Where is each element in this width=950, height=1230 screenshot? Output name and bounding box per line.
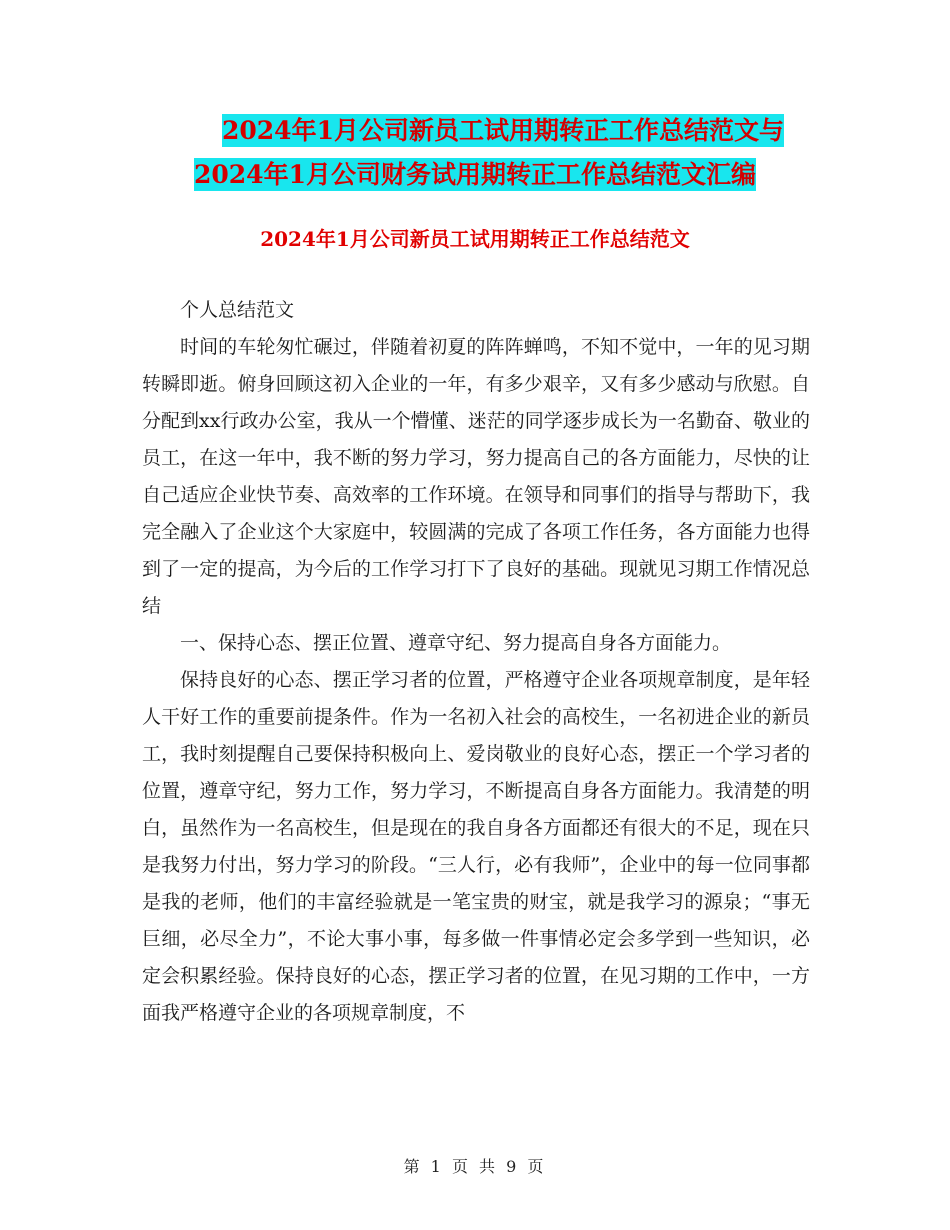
body-text (142, 292, 810, 1032)
section-title: 2024年1月公司新员工试用期转正工作总结范文 (260, 227, 690, 251)
main-title-line-1 (0, 112, 950, 150)
page-footer: 第 1 页 共 9 页 (403, 1157, 547, 1176)
main-title-line-2 (0, 156, 950, 194)
paragraph-section-heading: 一、保持心态、摆正位置、遵章守纪、努力提高自身各方面能力。 (180, 632, 732, 654)
paragraph-heading: 个人总结范文 (180, 299, 295, 321)
paragraph-body: 保持良好的心态、摆正学习者的位置，严格遵守企业各项规章制度，是年轻人干好工作的重要前提条件。作为一名初入社会的高校生，一名初进企业的新员工，我时刻提醒自己要保持积极向上、爱岗敬业的良好心态，摆正一个学习者的位置，遵章守纪，努力工作，努力学习，不断提高自身各方面能力。我清楚的明白，虽然作为一名高校生，但是现在的我自身各方面都还有很大的不足，现在只是我努力付出，努力学习的阶段。“三人行，必有我师”，企业中的每一位同事都是我的老师，他们的丰富经验就是一笔宝贵的财宝，就是我学习的源泉；“事无巨细，必尽全力”，不论大事小事，每多做一件事情必定会多学到一些知识，必定会积累经验。保持良好的心态，摆正学习者的位置，在见习期的工作中，一方面我严格遵守企业的各项规章制度，不 (142, 669, 810, 1024)
highlighted-title-text-2: 2024年1月公司财务试用期转正工作总结范文汇编 (194, 160, 756, 189)
paragraph-intro: 时间的车轮匆忙碾过，伴随着初夏的阵阵蝉鸣，不知不觉中，一年的见习期转瞬即逝。俯身回顾这初入企业的一年，有多少艰辛，又有多少感动与欣慰。自分配到xx行政办公室，我从一个懵懂、迷茫的同学逐步成长为一名勤奋、敬业的员工，在这一年中，我不断的努力学习，努力提高自己的各方面能力，尽快的让自己适应企业快节奏、高效率的工作环境。在领导和同事们的指导与帮助下，我完全融入了企业这个大家庭中，较圆满的完成了各项工作任务，各方面能力也得到了一定的提高，为今后的工作学习打下了良好的基础。现就见习期工作情况总结 (142, 336, 810, 617)
highlighted-title-text-1: 2024年1月公司新员工试用期转正工作总结范文与 (222, 116, 784, 145)
